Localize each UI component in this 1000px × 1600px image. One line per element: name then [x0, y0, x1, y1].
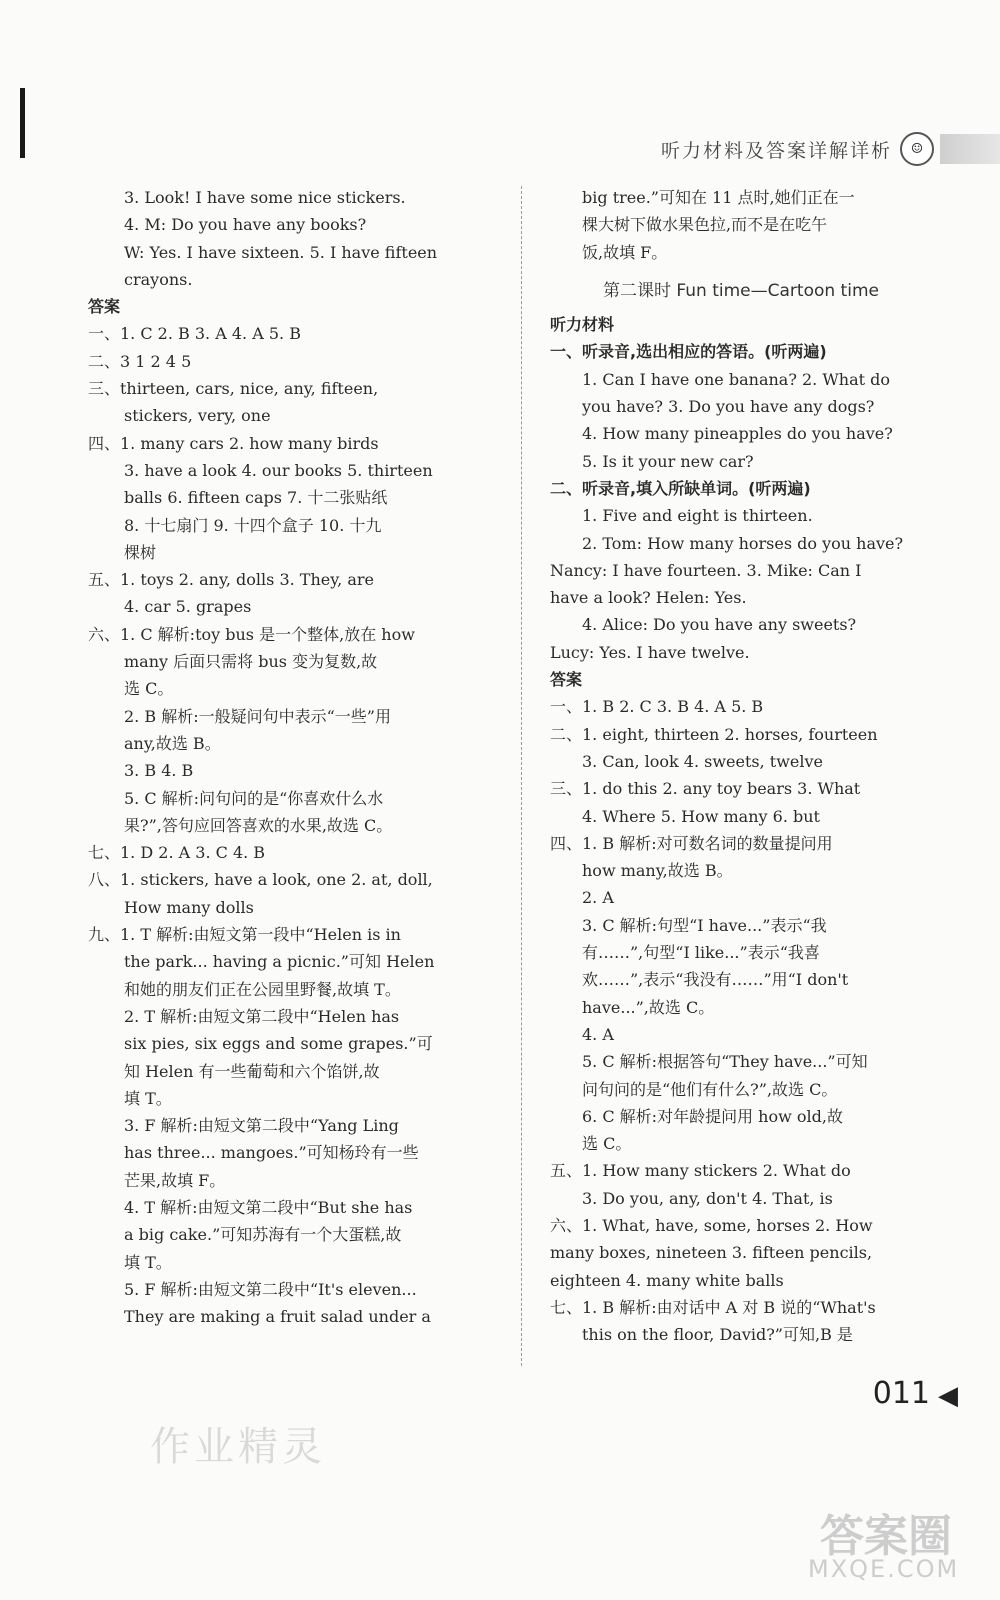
text-line: 4. Alice: Do you have any sweets? [582, 615, 857, 635]
page-header [620, 130, 1000, 168]
text-line: have a look? Helen: Yes. [550, 588, 747, 608]
text-line: crayons. [124, 269, 193, 289]
text-line: Nancy: I have fourteen. 3. Mike: Can I [550, 560, 862, 580]
text-line: 4. car 5. grapes [124, 597, 252, 617]
text-line: any,故选 B。 [124, 733, 221, 753]
text-line: 六、1. C 解析:toy bus 是一个整体,放在 how [88, 624, 415, 644]
text-line: big tree.”可知在 11 点时,她们正在一 [582, 188, 855, 207]
text-line: 6. C 解析:对年龄提问用 how old,故 [582, 1106, 843, 1126]
margin-bar [20, 88, 25, 158]
text-line: eighteen 4. many white balls [550, 1270, 784, 1290]
right-column [550, 184, 932, 1348]
watermark-left: 作业精灵 [150, 1424, 326, 1470]
text-line: 选 C。 [582, 1134, 632, 1154]
watermark-right: 答案圈 [820, 1511, 952, 1562]
header-title: 听力材料及答案详解详析 [660, 139, 892, 162]
text-line: balls 6. fifteen caps 7. 十二张贴纸 [124, 488, 388, 508]
text-line: has three... mangoes.”可知杨玲有一些 [124, 1143, 419, 1163]
watermark-url: MXQE.COM [808, 1555, 960, 1583]
section-heading: 答案 [550, 670, 583, 690]
text-line: 3. C 解析:句型“I have...”表示“我 [582, 915, 827, 935]
text-line: 芒果,故填 F。 [124, 1170, 226, 1190]
text-line: 棵树 [124, 542, 157, 562]
header-band [940, 134, 1000, 164]
text-line: 知 Helen 有一些葡萄和六个馅饼,故 [124, 1061, 380, 1081]
section-heading: 答案 [88, 297, 121, 317]
text-line: 2. B 解析:一般疑问句中表示“一些”用 [124, 706, 391, 726]
text-line: 5. C 解析:根据答句“They have...”可知 [582, 1052, 868, 1072]
text-line: 五、1. toys 2. any, dolls 3. They, are [88, 570, 374, 590]
text-line: 4. M: Do you have any books? [124, 215, 367, 235]
text-line: you have? 3. Do you have any dogs? [582, 397, 875, 417]
text-line: 九、1. T 解析:由短文第一段中“Helen is in [88, 925, 401, 945]
text-line: 8. 十七扇门 9. 十四个盒子 10. 十九 [124, 515, 382, 535]
text-line: 5. Is it your new car? [582, 451, 754, 471]
text-line: 问句问的是“他们有什么?”,故选 C。 [582, 1079, 838, 1099]
text-line: many 后面只需将 bus 变为复数,故 [124, 652, 378, 672]
text-line: 3. have a look 4. our books 5. thirteen [124, 460, 433, 480]
text-line: 1. Five and eight is thirteen. [582, 506, 813, 526]
text-line: 选 C。 [124, 679, 174, 699]
left-column [88, 184, 488, 1330]
page-number: 011 [872, 1376, 930, 1411]
text-line: 填 T。 [124, 1088, 172, 1108]
smiley-icon: ☺ [900, 132, 934, 166]
text-line: a big cake.”可知苏海有一个大蛋糕,故 [124, 1225, 402, 1245]
text-line: 欢……”,表示“我没有……”用“I don't [582, 970, 849, 990]
text-line: 2. Tom: How many horses do you have? [582, 533, 904, 553]
text-line: How many dolls [124, 897, 254, 917]
text-line: many boxes, nineteen 3. fifteen pencils, [550, 1243, 873, 1263]
text-line: 三、1. do this 2. any toy bears 3. What [550, 779, 861, 799]
text-line: the park... having a picnic.”可知 Helen [124, 952, 435, 972]
text-line: 八、1. stickers, have a look, one 2. at, doll, [88, 870, 433, 890]
text-line: 有……”,句型“I like...”表示“我喜 [582, 943, 820, 963]
text-line: 3. Can, look 4. sweets, twelve [582, 751, 823, 771]
text-line: 3. Look! I have some nice stickers. [124, 188, 406, 207]
text-line: 六、1. What, have, some, horses 2. How [550, 1215, 873, 1235]
text-line: 七、1. D 2. A 3. C 4. B [88, 843, 266, 863]
text-line: W: Yes. I have sixteen. 5. I have fifteen [124, 242, 438, 262]
text-line: 4. A [582, 1024, 614, 1044]
text-line: how many,故选 B。 [582, 861, 733, 881]
section-heading: 一、听录音,选出相应的答语。(听两遍) [550, 342, 827, 362]
text-line: 2. T 解析:由短文第二段中“Helen has [124, 1006, 400, 1026]
text-line: 4. Where 5. How many 6. but [582, 806, 820, 826]
text-line: 七、1. B 解析:由对话中 A 对 B 说的“What's [550, 1297, 876, 1317]
text-line: 四、1. many cars 2. how many birds [88, 433, 379, 453]
text-line: 3. F 解析:由短文第二段中“Yang Ling [124, 1116, 399, 1136]
text-line: They are making a fruit salad under a [124, 1307, 431, 1327]
text-line: 果?”,答句应回答喜欢的水果,故选 C。 [124, 815, 393, 835]
text-line: 四、1. B 解析:对可数名词的数量提问用 [550, 833, 833, 853]
text-line: 4. How many pineapples do you have? [582, 424, 893, 444]
text-line: have...”,故选 C。 [582, 997, 715, 1017]
text-line: 2. A [582, 888, 614, 908]
text-line: 五、1. How many stickers 2. What do [550, 1161, 851, 1181]
text-line: 和她的朋友们正在公园里野餐,故填 T。 [124, 979, 401, 999]
text-line: 5. C 解析:问句问的是“你喜欢什么水 [124, 788, 384, 808]
text-line: 一、1. B 2. C 3. B 4. A 5. B [550, 697, 764, 717]
triangle-left-icon: ◀ [938, 1381, 958, 1411]
section-heading: 听力材料 [550, 315, 615, 335]
text-line: stickers, very, one [124, 406, 271, 426]
column-divider [521, 186, 522, 1366]
text-line: 一、1. C 2. B 3. A 4. A 5. B [88, 324, 301, 344]
text-line: 三、thirteen, cars, nice, any, fifteen, [88, 379, 379, 399]
section-heading: 二、听录音,填入所缺单词。(听两遍) [550, 478, 811, 498]
text-line: 3. Do you, any, don't 4. That, is [582, 1188, 833, 1208]
text-line: 3. B 4. B [124, 761, 194, 781]
text-line: 填 T。 [124, 1252, 172, 1272]
text-line: 1. Can I have one banana? 2. What do [582, 369, 891, 389]
text-line: this on the floor, David?”可知,B 是 [582, 1325, 853, 1345]
text-line: 饭,故填 F。 [582, 242, 668, 262]
text-line: 棵大树下做水果色拉,而不是在吃午 [582, 215, 828, 235]
text-line: 4. T 解析:由短文第二段中“But she has [124, 1197, 413, 1217]
lesson-title: 第二课时 Fun time—Cartoon time [603, 280, 879, 301]
text-line: 二、1. eight, thirteen 2. horses, fourteen [550, 724, 878, 744]
text-line: 5. F 解析:由短文第二段中“It's eleven... [124, 1279, 417, 1299]
text-line: Lucy: Yes. I have twelve. [550, 642, 750, 662]
text-line: six pies, six eggs and some grapes.”可 [124, 1034, 433, 1054]
text-line: 二、3 1 2 4 5 [88, 351, 192, 371]
